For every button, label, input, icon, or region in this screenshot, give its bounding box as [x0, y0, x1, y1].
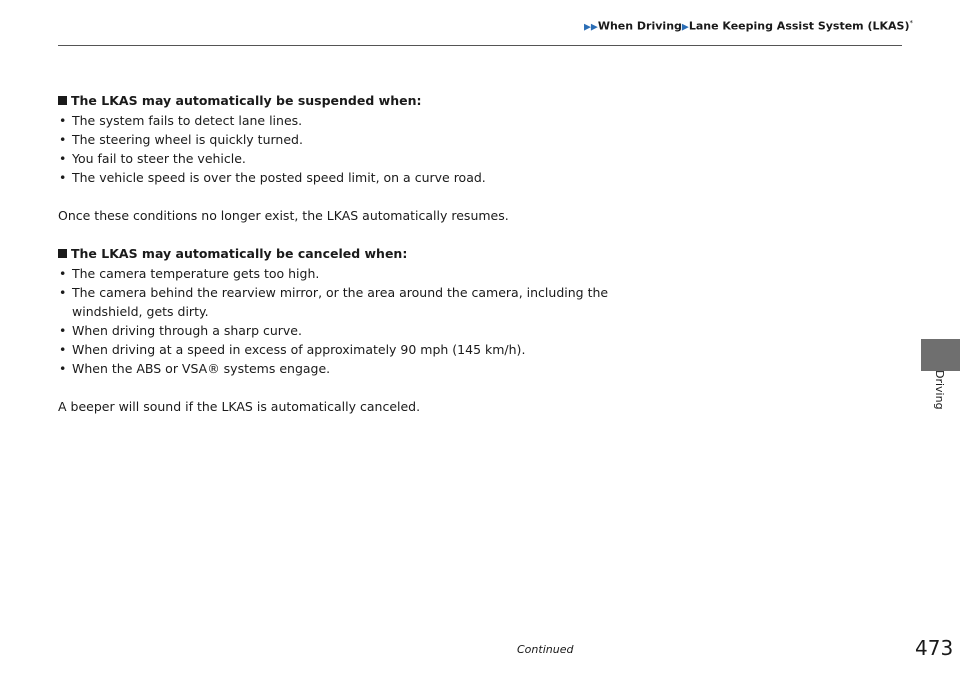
- list-item-text: When the ABS or VSA® systems engage.: [72, 361, 331, 376]
- bullet-icon: •: [59, 170, 67, 185]
- section-tab-label: Driving: [933, 370, 946, 410]
- list-item-text: When driving through a sharp curve.: [72, 323, 302, 338]
- list-item: [58, 149, 618, 168]
- bullet-icon: •: [59, 266, 67, 281]
- header-divider: [58, 45, 902, 46]
- resume-paragraph: Once these conditions no longer exist, the LKAS automatically resumes.: [58, 208, 509, 223]
- bullet-icon: •: [59, 151, 67, 166]
- list-item-text: The vehicle speed is over the posted speed limit, on a curve road.: [72, 170, 486, 185]
- canceled-conditions-list: [58, 264, 618, 378]
- bullet-icon: •: [59, 132, 67, 147]
- list-item: [58, 168, 618, 187]
- bullet-icon: •: [59, 342, 67, 357]
- list-item-text: When driving at a speed in excess of approximately 90 mph (145 km/h).: [72, 342, 526, 357]
- bullet-icon: •: [59, 323, 67, 338]
- main-content: [58, 91, 618, 416]
- list-item-text: The system fails to detect lane lines.: [72, 113, 303, 128]
- list-item-text: The camera temperature gets too high.: [72, 266, 320, 281]
- page-number: 473: [915, 636, 954, 660]
- section-heading-text: The LKAS may automatically be canceled when:: [71, 246, 408, 261]
- list-item-text: The steering wheel is quickly turned.: [72, 132, 303, 147]
- suspended-conditions-list: [58, 111, 618, 187]
- list-item: [58, 283, 618, 321]
- asterisk-mark: *: [909, 19, 913, 27]
- arrow-icon: ▶: [681, 22, 689, 33]
- continued-label: Continued: [517, 643, 574, 656]
- double-arrow-icon: ▶▶: [584, 22, 598, 33]
- list-item: [58, 130, 618, 149]
- list-item: [58, 111, 618, 130]
- beeper-paragraph: A beeper will sound if the LKAS is automatically canceled.: [58, 399, 421, 414]
- list-item: [58, 359, 618, 378]
- bullet-icon: •: [59, 361, 67, 376]
- section-heading-canceled: [58, 244, 618, 264]
- list-item-text: You fail to steer the vehicle.: [72, 151, 246, 166]
- breadcrumb-item-lkas: Lane Keeping Assist System (LKAS): [688, 19, 910, 33]
- list-item: [58, 340, 618, 359]
- square-bullet-icon: [58, 96, 67, 105]
- square-bullet-icon: [58, 249, 67, 258]
- bullet-icon: •: [59, 113, 67, 128]
- list-item: [58, 321, 618, 340]
- list-item: [58, 264, 618, 283]
- breadcrumb-item-when-driving: When Driving: [597, 19, 682, 33]
- breadcrumb: [584, 19, 913, 33]
- list-item-text: The camera behind the rearview mirror, or the area around the camera, including the windshield, gets dirty.: [72, 285, 609, 319]
- section-heading-suspended: [58, 91, 618, 111]
- bullet-icon: •: [59, 285, 67, 300]
- section-heading-text: The LKAS may automatically be suspended when:: [71, 93, 422, 108]
- section-tab: [921, 339, 960, 371]
